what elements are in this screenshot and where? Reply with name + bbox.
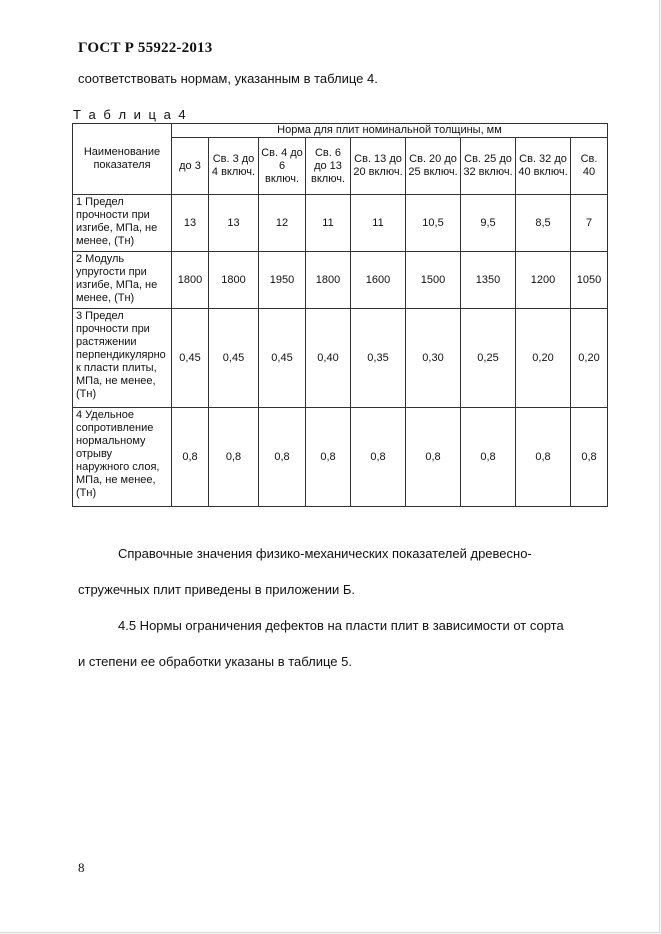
table-cell: 0,8 [571, 408, 608, 507]
row-label: 2 Модуль упругости при изгибе, МПа, не менее, (Тн) [73, 252, 172, 309]
column-header: Св. 32 до 40 включ. [516, 138, 571, 195]
table-cell: 11 [306, 195, 351, 252]
table-cell: 1800 [209, 252, 259, 309]
table-cell: 0,45 [259, 309, 306, 408]
table-cell: 1950 [259, 252, 306, 309]
column-header: Св. 4 до 6 включ. [259, 138, 306, 195]
table-cell: 0,8 [306, 408, 351, 507]
column-header: до 3 [172, 138, 209, 195]
paragraph-line: 4.5 Нормы ограничения дефектов на пласти плит в зависимости от сорта [118, 618, 564, 633]
row-label: 4 Удельное сопротивление нормальному отрыву наружного слоя, МПа, не менее, (Тн) [73, 408, 172, 507]
paragraph-line: и степени ее обработки указаны в таблице 5. [78, 654, 352, 669]
table-cell: 13 [209, 195, 259, 252]
intro-text: соответствовать нормам, указанным в таблице 4. [78, 71, 378, 86]
table-cell: 0,30 [406, 309, 461, 408]
table-cell: 8,5 [516, 195, 571, 252]
table-row [73, 309, 608, 408]
column-header: Св. 6 до 13 включ. [306, 138, 351, 195]
table-cell: 7 [571, 195, 608, 252]
properties-table [72, 123, 608, 507]
column-header: Св. 40 [571, 138, 608, 195]
table-row [73, 408, 608, 507]
table-cell: 1500 [406, 252, 461, 309]
table-cell: 0,45 [209, 309, 259, 408]
column-header: Св. 13 до 20 включ. [351, 138, 406, 195]
column-header: Св. 25 до 32 включ. [461, 138, 516, 195]
table-cell: 1600 [351, 252, 406, 309]
column-header: Св. 20 до 25 включ. [406, 138, 461, 195]
table-cell: 10,5 [406, 195, 461, 252]
table-cell: 0,8 [259, 408, 306, 507]
table-cell: 11 [351, 195, 406, 252]
table-caption: Т а б л и ц а 4 [73, 107, 188, 122]
table-row [73, 252, 608, 309]
paragraph-line: стружечных плит приведены в приложении Б. [78, 582, 355, 597]
column-header: Св. 3 до 4 включ. [209, 138, 259, 195]
table-cell: 0,20 [516, 309, 571, 408]
document-title: ГОСТ Р 55922-2013 [78, 40, 213, 56]
table-cell: 13 [172, 195, 209, 252]
thickness-group-header: Норма для плит номинальной толщины, мм [172, 124, 608, 138]
table-cell: 0,35 [351, 309, 406, 408]
name-column-header: Наименование показателя [73, 124, 172, 195]
table-cell: 1050 [571, 252, 608, 309]
page-number: 8 [78, 860, 85, 875]
table-cell: 9,5 [461, 195, 516, 252]
table-cell: 0,20 [571, 309, 608, 408]
table-cell: 0,25 [461, 309, 516, 408]
table-cell: 1800 [306, 252, 351, 309]
table-cell: 0,40 [306, 309, 351, 408]
row-label: 1 Предел прочности при изгибе, МПа, не менее, (Тн) [73, 195, 172, 252]
table-cell: 0,8 [461, 408, 516, 507]
table-cell: 0,45 [172, 309, 209, 408]
table-cell: 1800 [172, 252, 209, 309]
table-cell: 1200 [516, 252, 571, 309]
row-label: 3 Предел прочности при растяжении перпендикулярно к пласти плиты, МПа, не менее, (Тн) [73, 309, 172, 408]
table-row [73, 195, 608, 252]
table-cell: 0,8 [209, 408, 259, 507]
table-cell: 12 [259, 195, 306, 252]
table-cell: 0,8 [172, 408, 209, 507]
table-cell: 0,8 [406, 408, 461, 507]
table-cell: 1350 [461, 252, 516, 309]
table-cell: 0,8 [516, 408, 571, 507]
paragraph-line: Справочные значения физико-механических показателей древесно- [118, 546, 532, 561]
table-cell: 0,8 [351, 408, 406, 507]
